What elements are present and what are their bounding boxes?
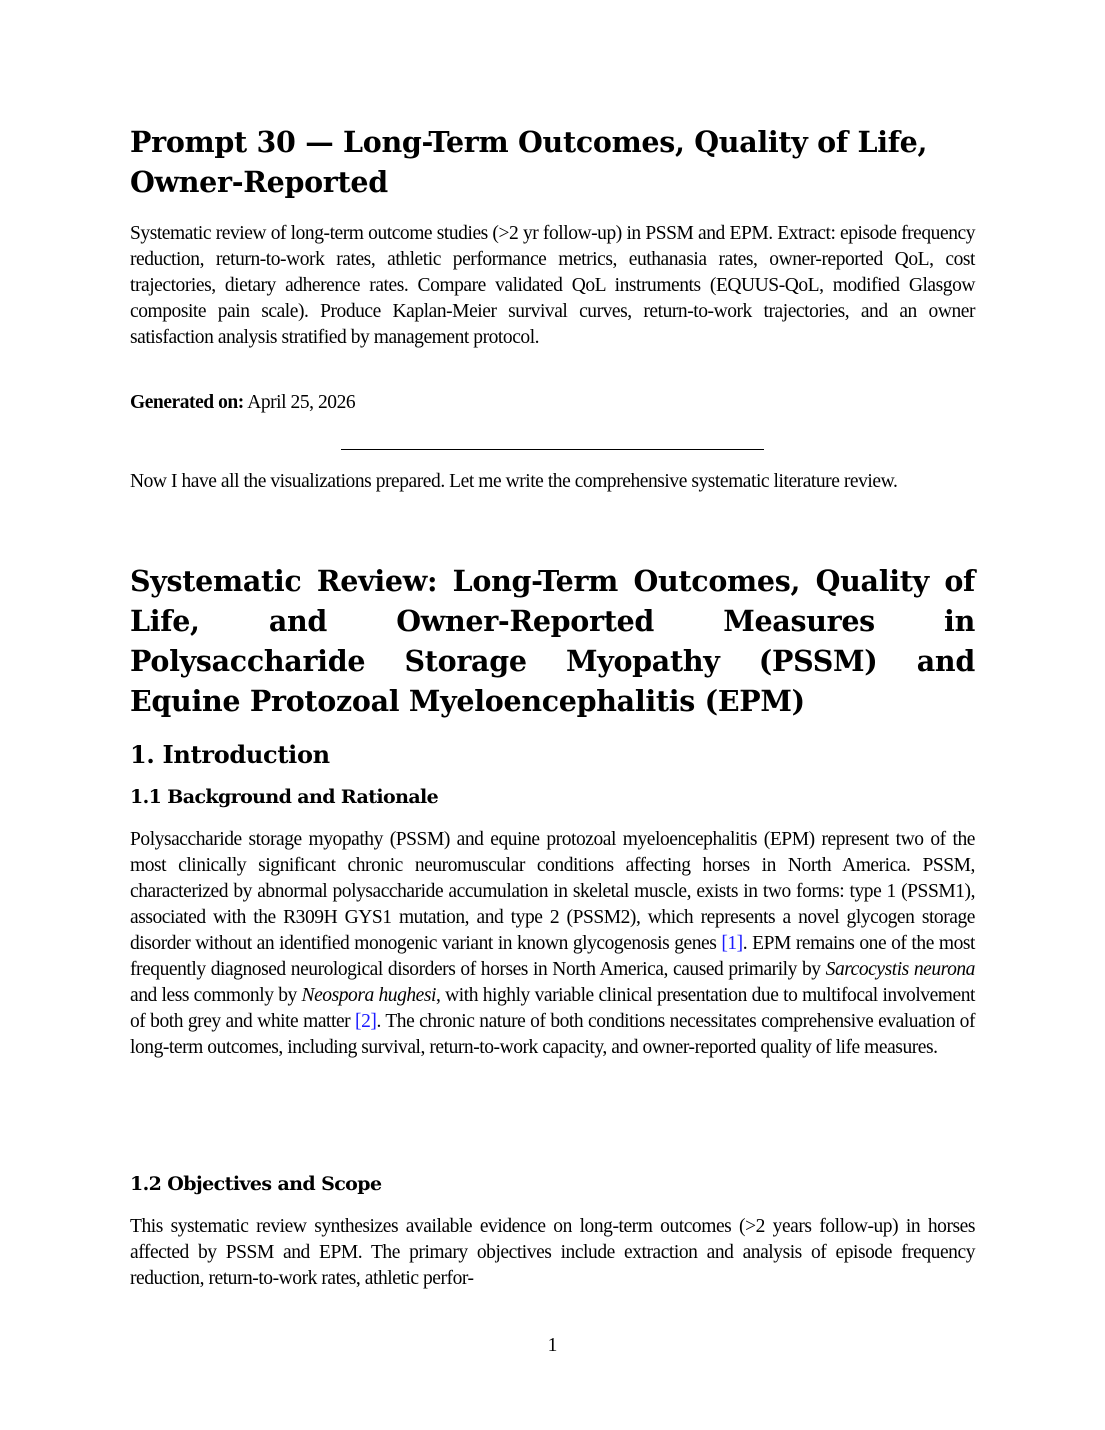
generated-label: Generated on:: [130, 392, 244, 413]
background-paragraph: [130, 827, 975, 1061]
species-name: Sarcocystis neurona: [825, 959, 975, 980]
page-number: 1: [547, 1335, 558, 1356]
prompt-title: Prompt 30 — Long-Term Outcomes, Quality of Life, Owner-Reported: [130, 125, 928, 199]
text-segment: , with highly variable clinical presentation due to multifocal involvement of both grey and white matter: [130, 985, 975, 1032]
subsection-heading-background: 1.1 Background and Rationale: [130, 786, 439, 808]
intro-note: Now I have all the visualizations prepared. Let me write the comprehensive systematic literature review.: [130, 471, 898, 492]
text-segment: Polysaccharide storage myopathy (PSSM) and equine protozoal myeloencephalitis (EPM) represent two of the most clinically significant chronic neuromuscular conditions affecting horses in North America. PSSM, characterized by abnormal polysaccharide accumulation in skeletal muscle, exists in two forms: type 1 (PSSM1), associated with the R309H GYS1 mutation, and type 2 (PSSM2), which represents a novel glycogen storage disorder without an identified monogenic variant in known glycogenosis genes: [130, 829, 975, 954]
generated-on-line: [130, 390, 975, 416]
objectives-paragraph: This systematic review synthesizes available evidence on long-term outcomes (>2 years follow-up) in horses affected by PSSM and EPM. The primary objectives include extraction and analysis of episode frequency reduction, return-to-work rates, athletic perfor-: [130, 1216, 975, 1289]
text-segment: . EPM remains one of the most frequently diagnosed neurological disorders of horses in North America, caused primarily by: [130, 933, 975, 980]
text-segment: . The chronic nature of both conditions necessitates comprehensive evaluation of long-term outcomes, including survival, return-to-work capacity, and owner-reported quality of life measures.: [130, 1011, 975, 1058]
text-segment: and less commonly by: [130, 985, 302, 1006]
citation-link-2[interactable]: [2]: [355, 1011, 377, 1032]
generated-date: April 25, 2026: [247, 392, 356, 413]
citation-link-1[interactable]: [1]: [721, 933, 743, 954]
prompt-description: Systematic review of long-term outcome studies (>2 yr follow-up) in PSSM and EPM. Extract: episode frequency reduction, return-to-work rates, athletic performance metrics, euthanasia rates, owner-reported QoL, cost trajectories, dietary adherence rates. Compare validated QoL instruments (EQUUS-QoL, modified Glasgow composite pain scale). Produce Kaplan-Meier survival curves, return-to-work trajectories, and an owner satisfaction analysis stratified by management protocol.: [130, 223, 975, 348]
review-title: Systematic Review: Long-Term Outcomes, Quality of Life, and Owner-Reported Measures in Polysaccharide Storage Myopathy (PSSM) and Equine Protozoal Myeloencephalitis (EPM): [130, 564, 975, 718]
horizontal-divider: [341, 449, 764, 450]
section-heading-introduction: 1. Introduction: [130, 740, 330, 769]
subsection-heading-objectives: 1.2 Objectives and Scope: [130, 1173, 382, 1195]
species-name: Neospora hughesi: [301, 985, 436, 1006]
